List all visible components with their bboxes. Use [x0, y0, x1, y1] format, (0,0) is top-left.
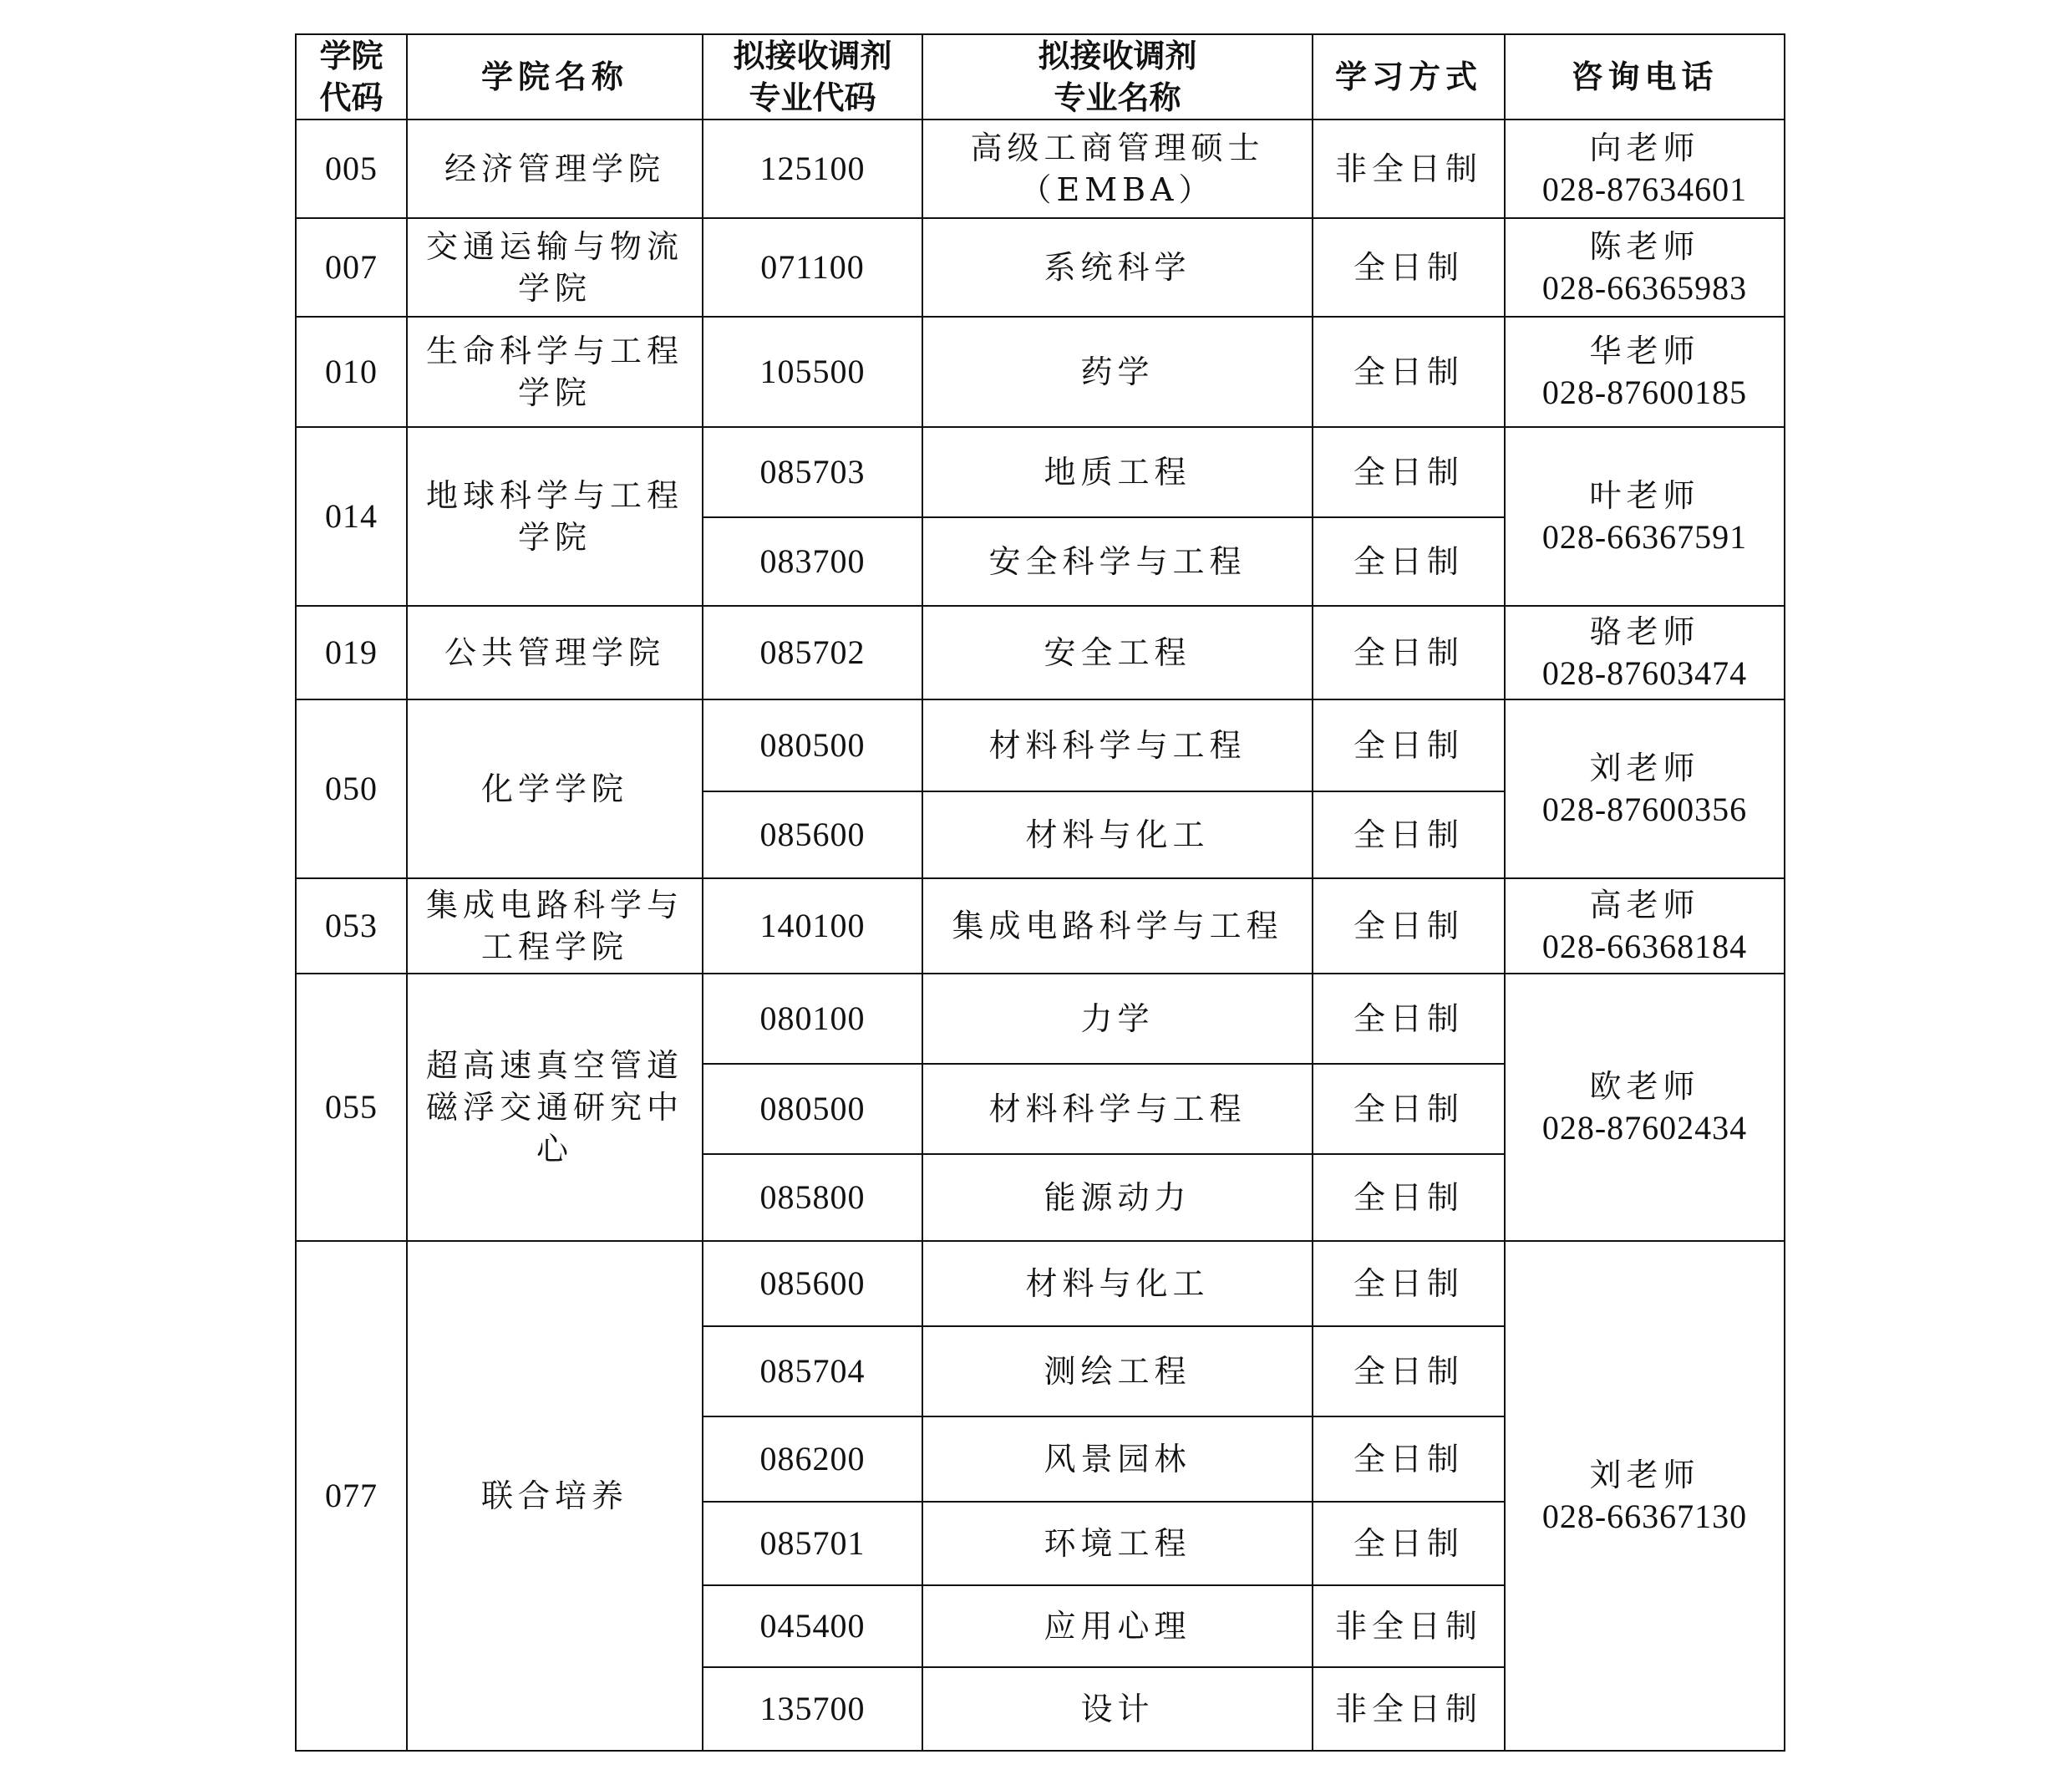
college-name-cell [407, 699, 703, 878]
major-name-cell [922, 1064, 1313, 1154]
major-code-cell: 080500 [703, 1064, 922, 1154]
major-name-cell [922, 1416, 1313, 1502]
major-code-cell: 085701 [703, 1502, 922, 1585]
major-code-cell: 085600 [703, 1241, 922, 1326]
study-mode-cell: 全日制 [1313, 1326, 1505, 1416]
college-code-cell: 019 [296, 606, 407, 699]
major-code-cell: 083700 [703, 517, 922, 606]
contact-phone: 028-66365983 [1541, 269, 1748, 307]
table-row [296, 606, 1785, 699]
college-code-cell: 014 [296, 427, 407, 606]
college-code-cell: 055 [296, 974, 407, 1241]
major-name-cell [922, 517, 1313, 606]
contact-name: 陈老师 [1589, 228, 1700, 265]
major-code-cell: 085703 [703, 427, 922, 517]
contact-cell [1505, 1241, 1785, 1751]
contact-name: 骆老师 [1589, 613, 1700, 650]
major-name-cell-line: 设计 [1080, 1691, 1155, 1727]
major-name-cell-line: 应用心理 [1044, 1608, 1191, 1645]
college-name-cell [407, 427, 703, 606]
header-study-mode: 学习方式 [1313, 34, 1505, 120]
study-mode-cell: 全日制 [1313, 1241, 1505, 1326]
major-name-cell [922, 1667, 1313, 1751]
college-code-cell: 053 [296, 878, 407, 974]
college-name-cell-line: 学院 [517, 374, 592, 411]
study-mode-cell: 全日制 [1313, 517, 1505, 606]
major-name-cell [922, 427, 1313, 517]
major-code-cell: 086200 [703, 1416, 922, 1502]
major-name-cell [922, 317, 1313, 427]
major-name-cell [922, 1502, 1313, 1585]
header-college-code [296, 34, 407, 120]
study-mode-cell: 全日制 [1313, 699, 1505, 791]
major-name-cell-line: 材料科学与工程 [988, 727, 1247, 764]
college-name-cell [407, 120, 703, 218]
major-code-cell: 085600 [703, 791, 922, 878]
contact-cell [1505, 427, 1785, 606]
college-name-cell-line: 公共管理学院 [444, 634, 665, 671]
header-major-name-line2: 专业名称 [1054, 79, 1181, 116]
major-name-cell [922, 218, 1313, 317]
study-mode-cell: 全日制 [1313, 878, 1505, 974]
major-name-cell-line: 力学 [1080, 1000, 1155, 1037]
college-name-cell-line: 磁浮交通研究中 [425, 1089, 683, 1126]
major-name-cell [922, 791, 1313, 878]
college-name-cell [407, 1241, 703, 1751]
header-major-code-line2: 专业代码 [749, 79, 876, 116]
study-mode-cell: 全日制 [1313, 606, 1505, 699]
major-code-cell: 045400 [703, 1585, 922, 1667]
contact-name: 向老师 [1589, 130, 1700, 166]
major-name-cell-line: 材料科学与工程 [988, 1091, 1247, 1127]
major-code-cell: 085800 [703, 1154, 922, 1241]
college-code-cell: 007 [296, 218, 407, 317]
table-row [296, 218, 1785, 317]
major-name-cell [922, 1585, 1313, 1667]
contact-phone: 028-87603474 [1541, 654, 1748, 692]
table-header [296, 34, 1785, 120]
major-code-cell: 071100 [703, 218, 922, 317]
college-name-cell-line: 联合培养 [480, 1477, 628, 1514]
table-row [296, 974, 1785, 1064]
header-college-name: 学院名称 [407, 34, 703, 120]
major-name-cell-line: （EMBA） [1019, 171, 1216, 208]
study-mode-cell: 全日制 [1313, 218, 1505, 317]
major-name-cell [922, 878, 1313, 974]
study-mode-cell: 全日制 [1313, 427, 1505, 517]
contact-cell [1505, 218, 1785, 317]
header-phone: 咨询电话 [1505, 34, 1785, 120]
contact-phone: 028-87634601 [1541, 170, 1748, 208]
study-mode-cell: 非全日制 [1313, 1667, 1505, 1751]
major-name-cell-line: 集成电路科学与工程 [952, 908, 1283, 944]
study-mode-cell: 全日制 [1313, 1064, 1505, 1154]
college-name-cell [407, 317, 703, 427]
college-name-cell [407, 878, 703, 974]
study-mode-cell: 非全日制 [1313, 1585, 1505, 1667]
study-mode-cell: 非全日制 [1313, 120, 1505, 218]
major-name-cell [922, 974, 1313, 1064]
study-mode-cell: 全日制 [1313, 1154, 1505, 1241]
header-row [296, 34, 1785, 120]
major-name-cell-line: 系统科学 [1044, 249, 1191, 286]
major-code-cell: 105500 [703, 317, 922, 427]
major-name-cell [922, 1241, 1313, 1326]
major-name-cell-line: 材料与化工 [1025, 1265, 1210, 1302]
major-name-cell [922, 1326, 1313, 1416]
header-college-code-line2: 代码 [319, 79, 383, 116]
table-row [296, 120, 1785, 218]
college-name-cell-line: 生命科学与工程 [425, 333, 683, 369]
header-college-code-line1: 学院 [319, 38, 383, 74]
study-mode-cell: 全日制 [1313, 1416, 1505, 1502]
college-name-cell-line: 地球科学与工程 [425, 477, 683, 514]
major-name-cell-line: 能源动力 [1044, 1179, 1191, 1216]
college-name-cell-line: 工程学院 [480, 928, 628, 965]
major-name-cell [922, 699, 1313, 791]
major-code-cell: 125100 [703, 120, 922, 218]
major-name-cell [922, 606, 1313, 699]
major-name-cell-line: 测绘工程 [1044, 1353, 1191, 1390]
major-code-cell: 140100 [703, 878, 922, 974]
major-name-cell-line: 安全工程 [1044, 634, 1191, 671]
college-name-cell [407, 218, 703, 317]
contact-name: 刘老师 [1589, 750, 1700, 786]
table-row [296, 699, 1785, 791]
contact-phone: 028-66367591 [1541, 518, 1748, 556]
contact-phone: 028-87602434 [1541, 1109, 1748, 1147]
college-name-cell-line: 交通运输与物流 [425, 228, 683, 265]
major-name-cell-line: 材料与化工 [1025, 816, 1210, 853]
contact-cell [1505, 699, 1785, 878]
table-row [296, 427, 1785, 517]
header-major-name [922, 34, 1313, 120]
header-major-name-line1: 拟接收调剂 [1038, 38, 1197, 74]
major-code-cell: 080100 [703, 974, 922, 1064]
contact-name: 华老师 [1589, 333, 1700, 369]
contact-cell [1505, 317, 1785, 427]
contact-phone: 028-66367130 [1541, 1498, 1748, 1535]
major-name-cell-line: 高级工商管理硕士 [970, 130, 1265, 166]
major-name-cell-line: 地质工程 [1044, 454, 1191, 491]
major-code-cell: 085704 [703, 1326, 922, 1416]
contact-cell [1505, 120, 1785, 218]
major-code-cell: 135700 [703, 1667, 922, 1751]
major-name-cell-line: 安全科学与工程 [988, 543, 1247, 580]
college-name-cell-line: 超高速真空管道 [425, 1047, 683, 1084]
major-code-cell: 085702 [703, 606, 922, 699]
contact-phone: 028-87600356 [1541, 791, 1748, 828]
major-name-cell [922, 120, 1313, 218]
college-name-cell-line: 心 [536, 1131, 573, 1167]
contact-phone: 028-87600185 [1541, 374, 1748, 411]
contact-cell [1505, 974, 1785, 1241]
college-name-cell-line: 经济管理学院 [444, 150, 665, 187]
college-name-cell-line: 学院 [517, 270, 592, 307]
header-major-code-line1: 拟接收调剂 [733, 38, 892, 74]
contact-phone: 028-66368184 [1541, 928, 1748, 965]
study-mode-cell: 全日制 [1313, 974, 1505, 1064]
contact-cell [1505, 606, 1785, 699]
major-name-cell-line: 风景园林 [1044, 1441, 1191, 1477]
college-code-cell: 050 [296, 699, 407, 878]
contact-cell [1505, 878, 1785, 974]
study-mode-cell: 全日制 [1313, 1502, 1505, 1585]
college-code-cell: 077 [296, 1241, 407, 1751]
adjustment-majors-table [295, 33, 1785, 1752]
college-name-cell [407, 606, 703, 699]
table-body [296, 120, 1785, 1751]
major-name-cell [922, 1154, 1313, 1241]
contact-name: 欧老师 [1589, 1068, 1700, 1105]
contact-name: 刘老师 [1589, 1457, 1700, 1493]
major-name-cell-line: 环境工程 [1044, 1525, 1191, 1562]
major-name-cell-line: 药学 [1080, 353, 1155, 390]
college-name-cell-line: 学院 [517, 519, 592, 556]
header-major-code [703, 34, 922, 120]
college-code-cell: 005 [296, 120, 407, 218]
contact-name: 叶老师 [1589, 477, 1700, 514]
table-row [296, 1241, 1785, 1326]
college-code-cell: 010 [296, 317, 407, 427]
table-row [296, 878, 1785, 974]
study-mode-cell: 全日制 [1313, 791, 1505, 878]
college-name-cell-line: 化学学院 [480, 770, 628, 807]
study-mode-cell: 全日制 [1313, 317, 1505, 427]
contact-name: 高老师 [1589, 887, 1700, 923]
college-name-cell [407, 974, 703, 1241]
major-code-cell: 080500 [703, 699, 922, 791]
college-name-cell-line: 集成电路科学与 [425, 887, 683, 923]
table-row [296, 317, 1785, 427]
